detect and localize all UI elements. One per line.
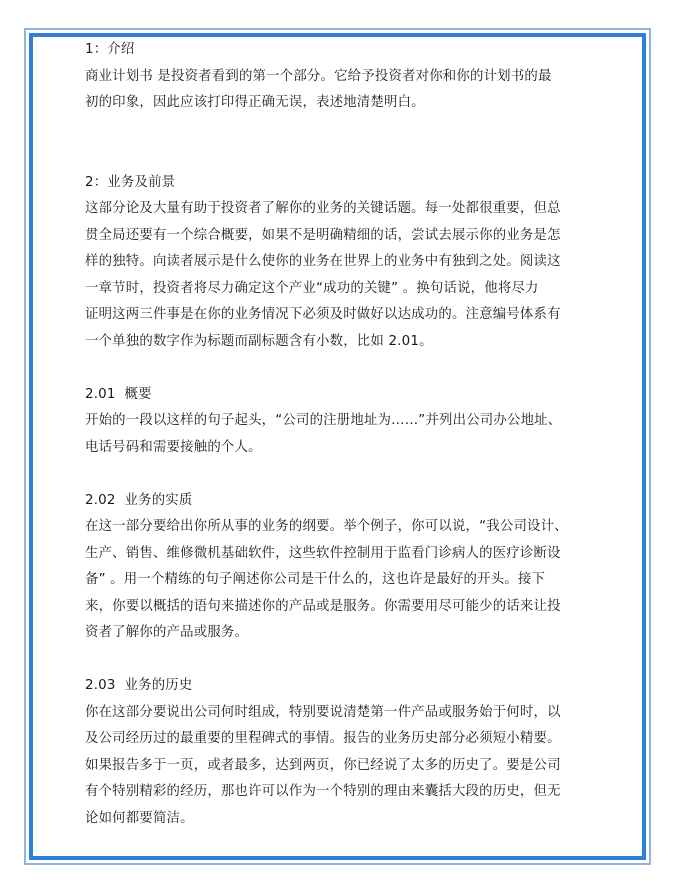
section-paragraph <box>85 64 625 117</box>
paragraph-line: 论如何都要简洁。 <box>85 810 194 826</box>
paragraph-line: 有个特别精彩的经历，那也许可以作为一个特别的理由来囊括大段的历史，但无 <box>85 784 561 799</box>
section-paragraph <box>85 408 625 461</box>
paragraph-line: 如果报告多于一页，或者最多，达到两页，你已经说了太多的历史了。要是公司 <box>85 757 561 773</box>
paragraph-line: 你在这部分要说出公司何时组成，特别要说清楚第一件产品或服务始于何时，以 <box>85 704 561 720</box>
section-paragraph <box>85 196 625 355</box>
paragraph-line: 这部分论及大量有助于投资者了解你的业务的关键话题。每一处都很重要，但总 <box>85 201 561 216</box>
section-heading: 2.03 业务的历史 <box>85 678 193 693</box>
section-spacer <box>85 647 625 674</box>
paragraph-line: 及公司经历过的最重要的里程碑式的事情。报告的业务历史部分必须短小精要。 <box>85 731 561 746</box>
paragraph-line: 贯全局还要有一个综合概要，如果不是明确精细的话，尝试去展示你的业务是怎 <box>85 227 561 243</box>
paragraph-line: 备” 。用一个精练的句子阐述你公司是干什么的，这也许是最好的开头。接下 <box>85 572 546 587</box>
paragraph-line: 一章节时，投资者将尽力确定这个产业“成功的关键” 。换句话说，他将尽力 <box>85 280 539 296</box>
section-business-history <box>85 673 625 832</box>
section-spacer <box>85 355 625 382</box>
section-heading: 2：业务及前景 <box>85 174 176 190</box>
paragraph-line: 生产、销售、维修微机基础软件，这些软件控制用于监看门诊病人的医疗诊断设 <box>85 545 561 561</box>
document-body <box>85 37 625 832</box>
paragraph-line: 电话号码和需要接触的个人。 <box>85 439 262 455</box>
section-heading: 2.01 概要 <box>85 386 152 402</box>
paragraph-line: 来，你要以概括的语句来描述你的产品或是服务。你需要用尽可能少的话来让投 <box>85 598 561 614</box>
section-heading: 2.02 业务的实质 <box>85 492 193 508</box>
paragraph-line: 样的独特。向读者展示是什么使你的业务在世界上的业务中有独到之处。阅读这 <box>85 254 561 269</box>
section-paragraph <box>85 514 625 647</box>
section-summary <box>85 382 625 462</box>
paragraph-line: 开始的一段以这样的句子起头，“公司的注册地址为……”并列出公司办公地址、 <box>85 413 562 428</box>
section-paragraph <box>85 700 625 833</box>
section-business-prospects <box>85 170 625 356</box>
paragraph-line: 一个单独的数字作为标题而副标题含有小数，比如 2.01。 <box>85 333 433 349</box>
paragraph-line: 资者了解你的产品或服务。 <box>85 625 249 640</box>
section-business-nature <box>85 488 625 647</box>
paragraph-line: 证明这两三件事是在你的业务情况下必须及时做好以达成功的。注意编号体系有 <box>85 307 561 322</box>
paragraph-line: 商业计划书 是投资者看到的第一个部分。它给予投资者对你和你的计划书的最 <box>85 68 552 84</box>
section-spacer <box>85 461 625 488</box>
section-heading: 1：介绍 <box>85 42 135 57</box>
paragraph-line: 在这一部分要给出你所从事的业务的纲要。举个例子，你可以说，“我公司设计、 <box>85 519 568 534</box>
section-spacer <box>85 143 625 170</box>
paragraph-line: 初的印象，因此应该打印得正确无误，表述地清楚明白。 <box>85 95 425 110</box>
section-introduction <box>85 37 625 117</box>
section-spacer <box>85 117 625 144</box>
